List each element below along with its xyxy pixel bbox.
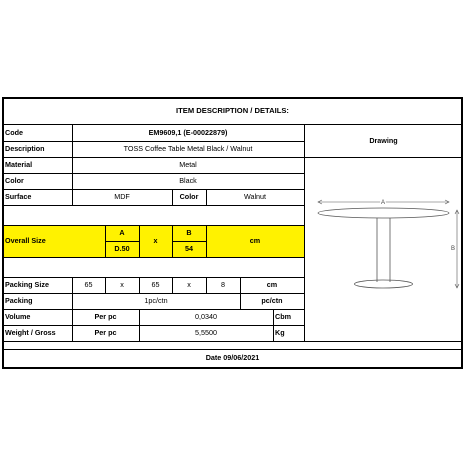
rule (2, 141, 304, 142)
item-spec-sheet (2, 97, 463, 369)
overall-size-b-label: B (172, 225, 206, 241)
weight-per: Per pc (94, 328, 117, 338)
table-drawing (305, 158, 461, 341)
label-description: Description (5, 144, 45, 154)
label-code: Code (5, 128, 23, 138)
weight-unit: Kg (275, 328, 285, 338)
dimension-label-a: A (380, 200, 386, 206)
value-material: Metal (179, 160, 197, 170)
overall-size-a-value: D.50 (105, 241, 139, 257)
rule (139, 309, 140, 341)
label-surface: Surface (5, 192, 32, 202)
rule (72, 277, 73, 341)
label-overall-size: Overall Size (2, 225, 105, 257)
rule (273, 309, 274, 341)
rule (240, 277, 241, 309)
packing-size-v3: 8 (221, 280, 225, 290)
rule (206, 225, 207, 257)
overall-size-unit: cm (206, 225, 304, 257)
rule (2, 173, 304, 174)
rule (2, 257, 304, 258)
rule (2, 225, 304, 226)
rule (2, 341, 463, 342)
table-top (318, 208, 449, 218)
frame-left (2, 97, 4, 369)
label-color: Color (5, 176, 24, 186)
packing-value: 1pc/ctn (144, 296, 168, 306)
weight-value: 5,5500 (195, 328, 217, 338)
rule (2, 293, 304, 294)
rule (206, 277, 207, 293)
footer-date: Date 09/06/2021 (205, 353, 260, 363)
value-surface-color: Walnut (243, 192, 267, 202)
rule (2, 325, 304, 326)
label-drawing: Drawing (369, 136, 398, 146)
rule (2, 189, 304, 190)
value-color: Black (179, 176, 197, 186)
overall-size-b-value: 54 (172, 241, 206, 257)
packing-size-unit: cm (266, 280, 278, 290)
overall-size-x: x (139, 225, 172, 257)
rule (105, 225, 106, 257)
packing-unit: pc/ctn (261, 296, 283, 306)
sheet-title: ITEM DESCRIPTION / DETAILS: (176, 106, 289, 116)
volume-value: 0,0340 (195, 312, 217, 322)
frame-bottom (2, 367, 463, 369)
frame-right (461, 97, 463, 369)
dimension-label-b: B (450, 246, 456, 252)
label-packing-size: Packing Size (5, 280, 49, 290)
packing-size-v1: 65 (84, 280, 93, 290)
label-surface-color: Color (179, 192, 199, 202)
rule (139, 225, 140, 257)
rule (105, 241, 139, 242)
rule (2, 309, 304, 310)
rule (139, 277, 140, 293)
label-volume: Volume (5, 312, 31, 322)
volume-per: Per pc (94, 312, 117, 322)
frame-top (2, 97, 463, 99)
packing-size-x1: x (120, 280, 124, 290)
overall-size-a-label: A (105, 225, 139, 241)
rule (2, 205, 304, 206)
volume-unit: Cbm (275, 312, 291, 322)
rule (172, 189, 173, 205)
table-base (355, 280, 413, 288)
rule (72, 124, 73, 205)
rule (2, 277, 304, 278)
label-weight-gross: Weight / Gross (5, 328, 56, 338)
rule (172, 277, 173, 293)
rule (2, 349, 463, 350)
value-code: EM9609,1 (E-00022879) (148, 128, 228, 138)
rule (105, 277, 106, 293)
packing-size-v2: 65 (151, 280, 160, 290)
rule (172, 241, 206, 242)
packing-size-x2: x (187, 280, 191, 290)
value-description: TOSS Coffee Table Metal Black / Walnut (123, 144, 253, 154)
label-packing: Packing (5, 296, 33, 306)
label-material: Material (5, 160, 33, 170)
rule (206, 189, 207, 205)
value-surface: MDF (114, 192, 130, 202)
rule (172, 225, 173, 257)
